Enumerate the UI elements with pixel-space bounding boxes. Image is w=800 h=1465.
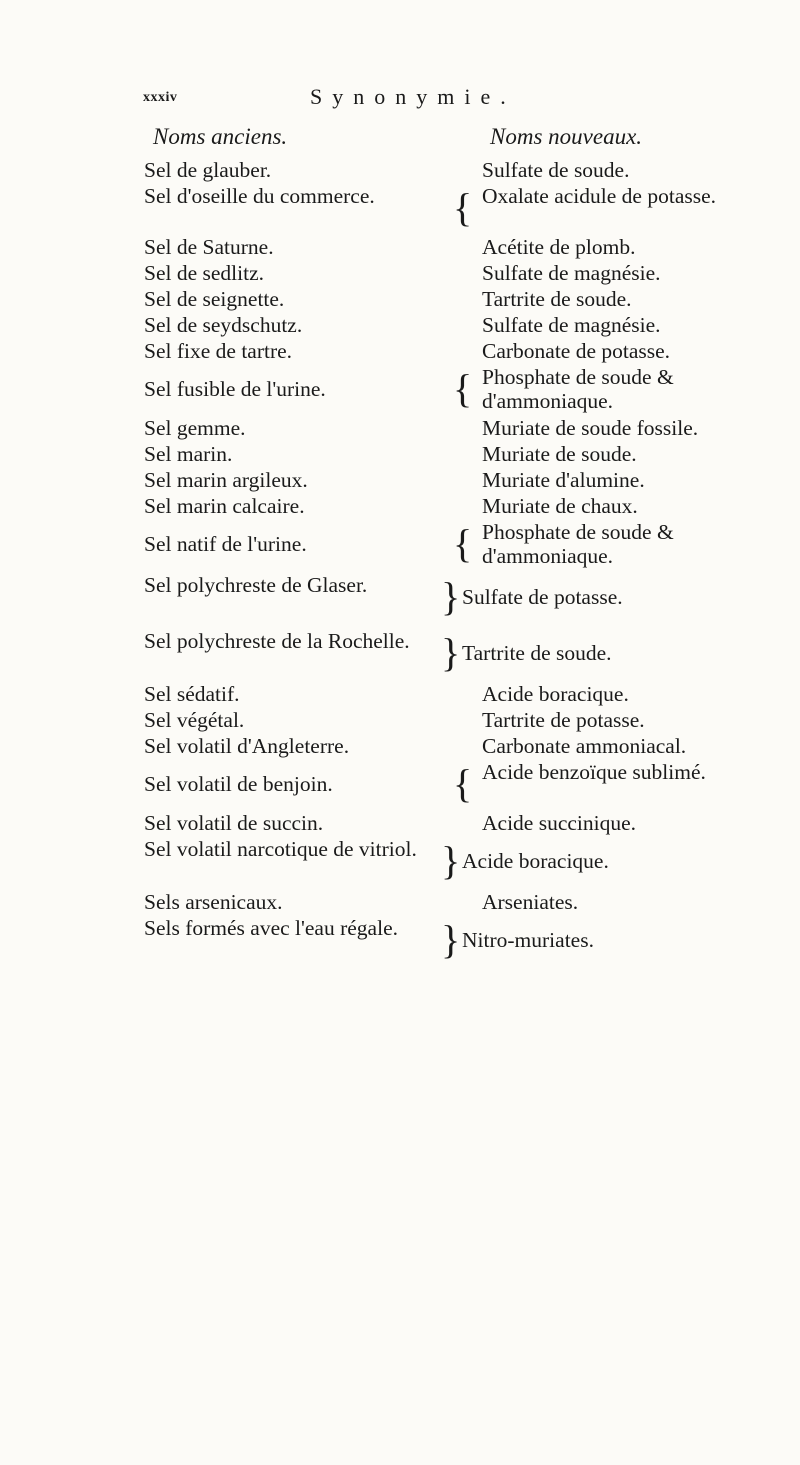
new-name: Muriate de soude. [482,442,637,466]
column-heading-nouveaux: Noms nouveaux. [490,124,643,149]
new-name: Carbonate ammoniacal. [482,734,687,758]
old-name: Sel volatil narcotique de vitriol. [144,837,417,861]
old-name: Sel de Saturne. [144,235,274,259]
new-name: Muriate de chaux. [482,494,638,518]
new-name: Arseniates. [482,890,579,914]
brace: } [441,838,461,883]
new-name: Sulfate de magnésie. [482,313,661,337]
new-name: Acide succinique. [482,811,637,835]
new-name: Muriate de soude fossile. [482,416,699,440]
new-name: Sulfate de soude. [482,158,630,182]
brace: { [453,761,473,806]
page-header [143,86,663,116]
old-name: Sel volatil d'Angleterre. [144,734,350,758]
new-name: Acide benzoïque sublimé. [482,760,706,784]
column-heading-anciens: Noms anciens. [153,124,288,149]
new-name: Nitro-muriates. [462,928,594,952]
running-title: Synonymie. [310,84,516,109]
old-name: Sel marin. [144,442,233,466]
old-name: Sel marin argileux. [144,468,308,492]
new-name: Carbonate de potasse. [482,339,671,363]
old-name: Sels formés avec l'eau régale. [144,916,398,940]
old-name: Sel de glauber. [144,158,272,182]
old-name: Sel polychreste de Glaser. [144,573,368,597]
old-name: Sel natif de l'urine. [144,532,307,556]
new-name: Acide boracique. [482,682,629,706]
brace: { [453,185,473,230]
old-name: Sel sédatif. [144,682,240,706]
new-name: Sulfate de magnésie. [482,261,661,285]
new-name: Acide boracique. [462,849,609,873]
new-name: Oxalate acidule de potasse. [482,184,717,208]
old-name: Sel volatil de benjoin. [144,772,333,796]
new-name: Muriate d'alumine. [482,468,645,492]
old-name: Sel végétal. [144,708,245,732]
new-name: Phosphate de soude & d'ammoniaque. [482,520,674,568]
brace: } [441,630,461,675]
old-name: Sel de sedlitz. [144,261,265,285]
new-name: Tartrite de soude. [462,641,612,665]
old-name: Sel volatil de succin. [144,811,324,835]
new-name: Acétite de plomb. [482,235,636,259]
new-name: Tartrite de soude. [482,287,632,311]
old-name: Sel marin calcaire. [144,494,305,518]
old-name: Sel gemme. [144,416,246,440]
brace: { [453,366,473,411]
page-number: xxxiv [143,90,178,105]
old-name: Sel fixe de tartre. [144,339,293,363]
old-name: Sel de seignette. [144,287,285,311]
old-name: Sel polychreste de la Rochelle. [144,629,410,653]
old-name: Sel fusible de l'urine. [144,377,326,401]
old-name: Sel de seydschutz. [144,313,303,337]
new-name: Phosphate de soude & d'ammoniaque. [482,365,674,413]
brace: } [441,917,461,962]
brace: { [453,521,473,566]
old-name: Sels arsenicaux. [144,890,283,914]
brace: } [441,574,461,619]
new-name: Tartrite de potasse. [482,708,645,732]
new-name: Sulfate de potasse. [462,585,623,609]
old-name: Sel d'oseille du commerce. [144,184,375,208]
